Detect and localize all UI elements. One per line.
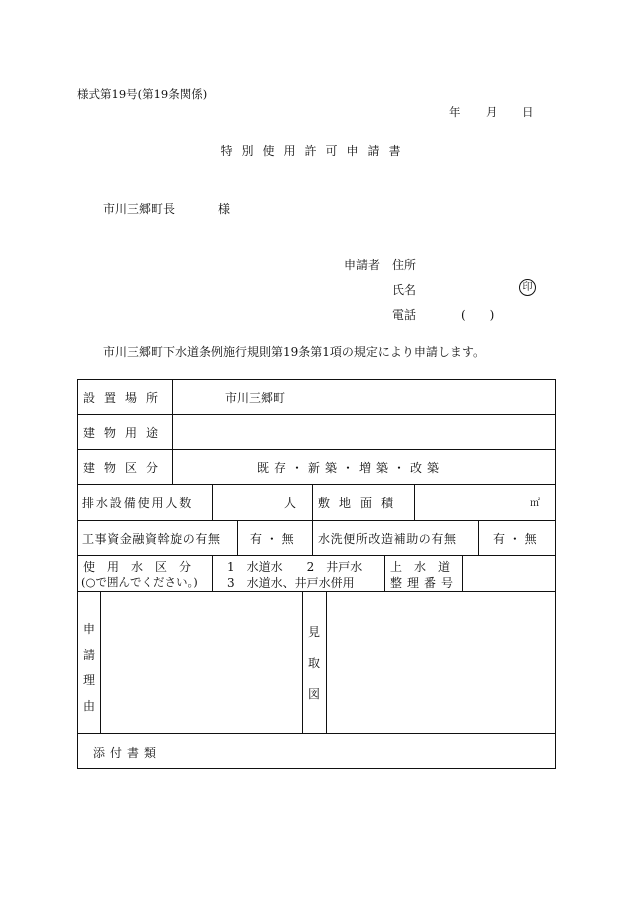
- water-class-label: 使 用 水 区 分: [83, 560, 192, 574]
- date-year: 年: [449, 105, 461, 119]
- address-label: 住所: [392, 258, 417, 272]
- reason-label: 申請理由: [82, 622, 95, 713]
- date-day: 日: [522, 105, 534, 119]
- loan-label: 工事資金融資斡旋の有無: [82, 532, 221, 546]
- toilet-subsidy-options: 有 ・ 無: [493, 532, 537, 546]
- phone-label: 電話: [392, 308, 417, 322]
- map-label: 見取図: [307, 625, 320, 701]
- addressee: 市川三郷町長: [103, 202, 176, 216]
- water-option-2: 3 水道水、井戸水併用: [227, 576, 355, 590]
- form-id: 様式第19号(第19条関係): [77, 87, 208, 101]
- reason-field[interactable]: [103, 593, 300, 731]
- drain-users-label: 排水設備使用人数: [82, 496, 194, 510]
- building-use-label: 建物用途: [83, 426, 168, 440]
- site-area-unit: ㎡: [530, 498, 540, 509]
- site-area-label: 敷地面積: [318, 496, 403, 510]
- water-class-note: (○で囲んでください。): [81, 575, 198, 589]
- name-label: 氏名: [392, 283, 417, 297]
- attachments-label: 添付書類: [93, 746, 162, 760]
- building-class-label: 建物区分: [83, 461, 168, 475]
- application-statement: 市川三郷町下水道条例施行規則第19条第1項の規定により申請します。: [103, 345, 485, 359]
- seal-mark: 印: [519, 279, 536, 296]
- building-class-options: 既存・新築・増築・改築: [257, 461, 445, 475]
- drain-users-unit: 人: [284, 496, 297, 510]
- location-label: 設置場所: [83, 391, 168, 405]
- location-value: 市川三郷町: [225, 391, 286, 405]
- honorific: 様: [218, 202, 231, 216]
- page-title: 特別使用許可申請書: [220, 144, 410, 158]
- application-table: [77, 379, 556, 769]
- map-field[interactable]: [329, 593, 553, 731]
- phone-area-code: ( ): [461, 308, 495, 322]
- water-option-1: 1 水道水 2 井戸水: [227, 560, 363, 574]
- loan-options: 有 ・ 無: [250, 532, 294, 546]
- toilet-subsidy-label: 水洗便所改造補助の有無: [318, 532, 457, 546]
- waterworks-number-label: 整理番号: [390, 576, 459, 590]
- applicant-label: 申請者: [344, 258, 381, 272]
- waterworks-label: 上 水 道: [390, 560, 451, 574]
- date-month: 月: [486, 105, 498, 119]
